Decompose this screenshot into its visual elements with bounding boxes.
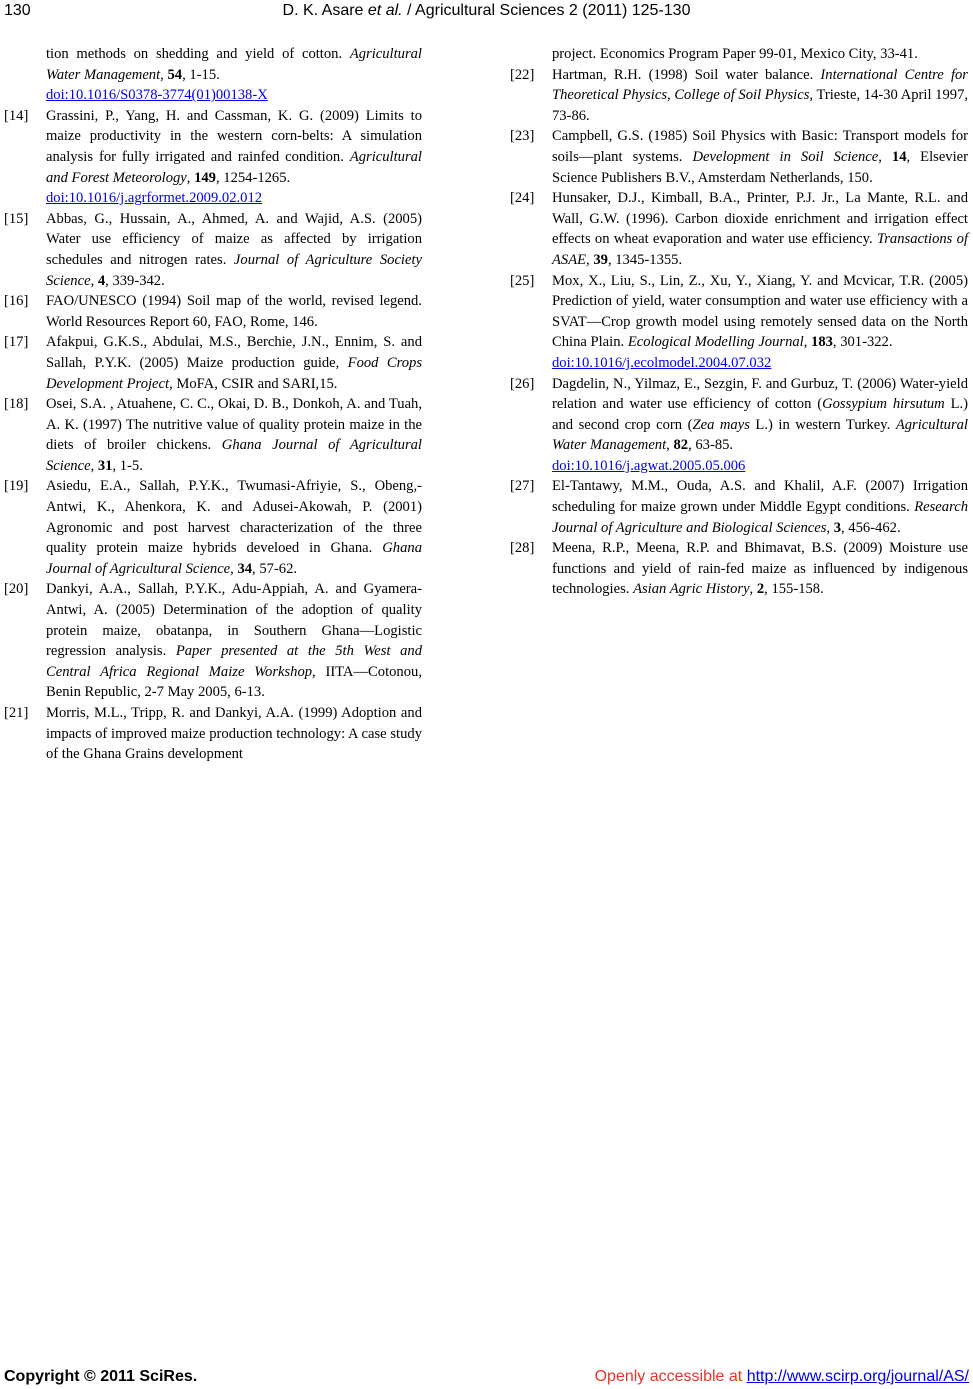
- doi-link[interactable]: doi:10.1016/j.agwat.2005.05.006: [552, 457, 746, 474]
- running-title: D. K. Asare et al. / Agricultural Sciences 2 (2011) 125-130: [282, 2, 691, 19]
- page-header: [4, 2, 969, 24]
- reference-24: [24] Hunsaker, D.J., Kimball, B.A., Printer, P.J. Jr., La Mante, R.L. and Wall, G.W. (1996). Carbon dioxide enrichment and irrigation effect effects on wheat evaporation and water use efficiency. Transactions of ASAE, 39, 1345-1355.: [510, 190, 968, 268]
- page-number: 130: [4, 2, 31, 19]
- reference-23: [23] Campbell, G.S. (1985) Soil Physics with Basic: Transport models for soils—plant systems. Development in Soil Science, 14, Elsevier Science Publishers B.V., Amsterdam Netherlands, 150.: [510, 128, 968, 186]
- journal-url-link[interactable]: http://www.scirp.org/journal/AS/: [746, 1368, 969, 1385]
- right-column: [510, 44, 968, 600]
- reference-15: [15] Abbas, G., Hussain, A., Ahmed, A. and Wajid, A.S. (2005) Water use efficiency of maize as affected by irrigation schedules and nitrogen rates. Journal of Agriculture Society Science, 4, 339-342.: [4, 210, 422, 289]
- doi-link[interactable]: doi:10.1016/S0378-3774(01)00138-X: [46, 87, 268, 104]
- reference-19: [19] Asiedu, E.A., Sallah, P.Y.K., Twumasi-Afriyie, S., Obeng,-Antwi, K., Ahenkora, K. and Adusei-Akowah, P. (2001) Agronomic and post harvest characterization of the three quality protein maize hybrids develoed in Ghana. Ghana Journal of Agricultural Science, 34, 57-62.: [4, 478, 422, 577]
- copyright-notice: Copyright © 2011 SciRes.: [4, 1368, 198, 1385]
- reference-16: [16] FAO/UNESCO (1994) Soil map of the world, revised legend. World Resources Report 60, FAO, Rome, 146.: [4, 293, 422, 330]
- reference-25: [25] Mox, X., Liu, S., Lin, Z., Xu, Y., Xiang, Y. and Mcvicar, T.R. (2005) Prediction of yield, water consumption and water use efficiency with a SVAT—Crop growth model using remotely sensed data on the North China Plain. Ecological Modelling Journal, 183, 301-322. doi:10.1016/j.ecolmodel.2004.07.032: [510, 271, 968, 374]
- doi-link[interactable]: doi:10.1016/j.ecolmodel.2004.07.032: [552, 354, 772, 371]
- reference-continuation: project. Economics Program Paper 99-01, Mexico City, 33-41.: [552, 46, 918, 62]
- reference-26: [26] Dagdelin, N., Yilmaz, E., Sezgin, F. and Gurbuz, T. (2006) Water-yield relation and water use efficiency of cotton (Gossypium hirsutum L.) and second crop corn (Zea mays L.) in western Turkey. Agricultural Water Management, 82, 63-85. doi:10.1016/j.agwat.2005.05.006: [510, 374, 968, 477]
- page-footer: [4, 1368, 969, 1388]
- reference-27: [27] El-Tantawy, M.M., Ouda, A.S. and Khalil, A.F. (2007) Irrigation scheduling for maize grown under Middle Egypt conditions. Research Journal of Agriculture and Biological Sciences, 3, 456-462.: [510, 478, 968, 536]
- reference-22: [22] Hartman, R.H. (1998) Soil water balance. International Centre for Theoretical Physics, College of Soil Physics, Trieste, 14-30 April 1997, 73-86.: [510, 66, 969, 124]
- reference-21: [21] Morris, M.L., Tripp, R. and Dankyi, A.A. (1999) Adoption and impacts of improved maize production technology: A case study of the Ghana Grains development: [4, 705, 422, 763]
- reference-17: [17] Afakpui, G.K.S., Abdulai, M.S., Berchie, J.N., Ennim, S. and Sallah, P.Y.K. (2005) Maize production guide, Food Crops Development Project, MoFA, CSIR and SARI,15.: [4, 334, 422, 392]
- doi-link[interactable]: doi:10.1016/j.agrformet.2009.02.012: [46, 190, 263, 207]
- reference-continuation: tion methods on shedding and yield of cotton. Agricultural Water Management, 54, 1-15. doi:10.1016/S0378-3774(01)00138-X: [4, 44, 422, 106]
- reference-14: [14] Grassini, P., Yang, H. and Cassman, K. G. (2009) Limits to maize productivity in the western corn-belts: A simulation analysis for fully irrigated and rainfed condition. Agricultural and Forest Meteorology, 149, 1254-1265. doi:10.1016/j.agrformet.2009.02.012: [4, 106, 422, 209]
- left-column: [4, 44, 422, 765]
- reference-28: [28] Meena, R.P., Meena, R.P. and Bhimavat, B.S. (2009) Moisture use functions and yield of rain-fed maize as influenced by indigenous technologies. Asian Agric History, 2, 155-158.: [510, 540, 968, 598]
- reference-18: [18] Osei, S.A. , Atuahene, C. C., Okai, D. B., Donkoh, A. and Tuah, A. K. (1997) The nutritive value of quality protein maize in the diets of broiler chickens. Ghana Journal of Agricultural Science, 31, 1-5.: [4, 396, 422, 474]
- access-notice: Openly accessible at http://www.scirp.org/journal/AS/: [594, 1368, 969, 1385]
- reference-20: [20] Dankyi, A.A., Sallah, P.Y.K., Adu-Appiah, A. and Gyamera-Antwi, A. (2005) Determination of the adoption of quality protein maize, obatanpa, in Southern Ghana—Logistic regression analysis. Paper presented at the 5th West and Central Africa Regional Maize Workshop, IITA—Cotonou, Benin Republic, 2-7 May 2005, 6-13.: [4, 581, 422, 701]
